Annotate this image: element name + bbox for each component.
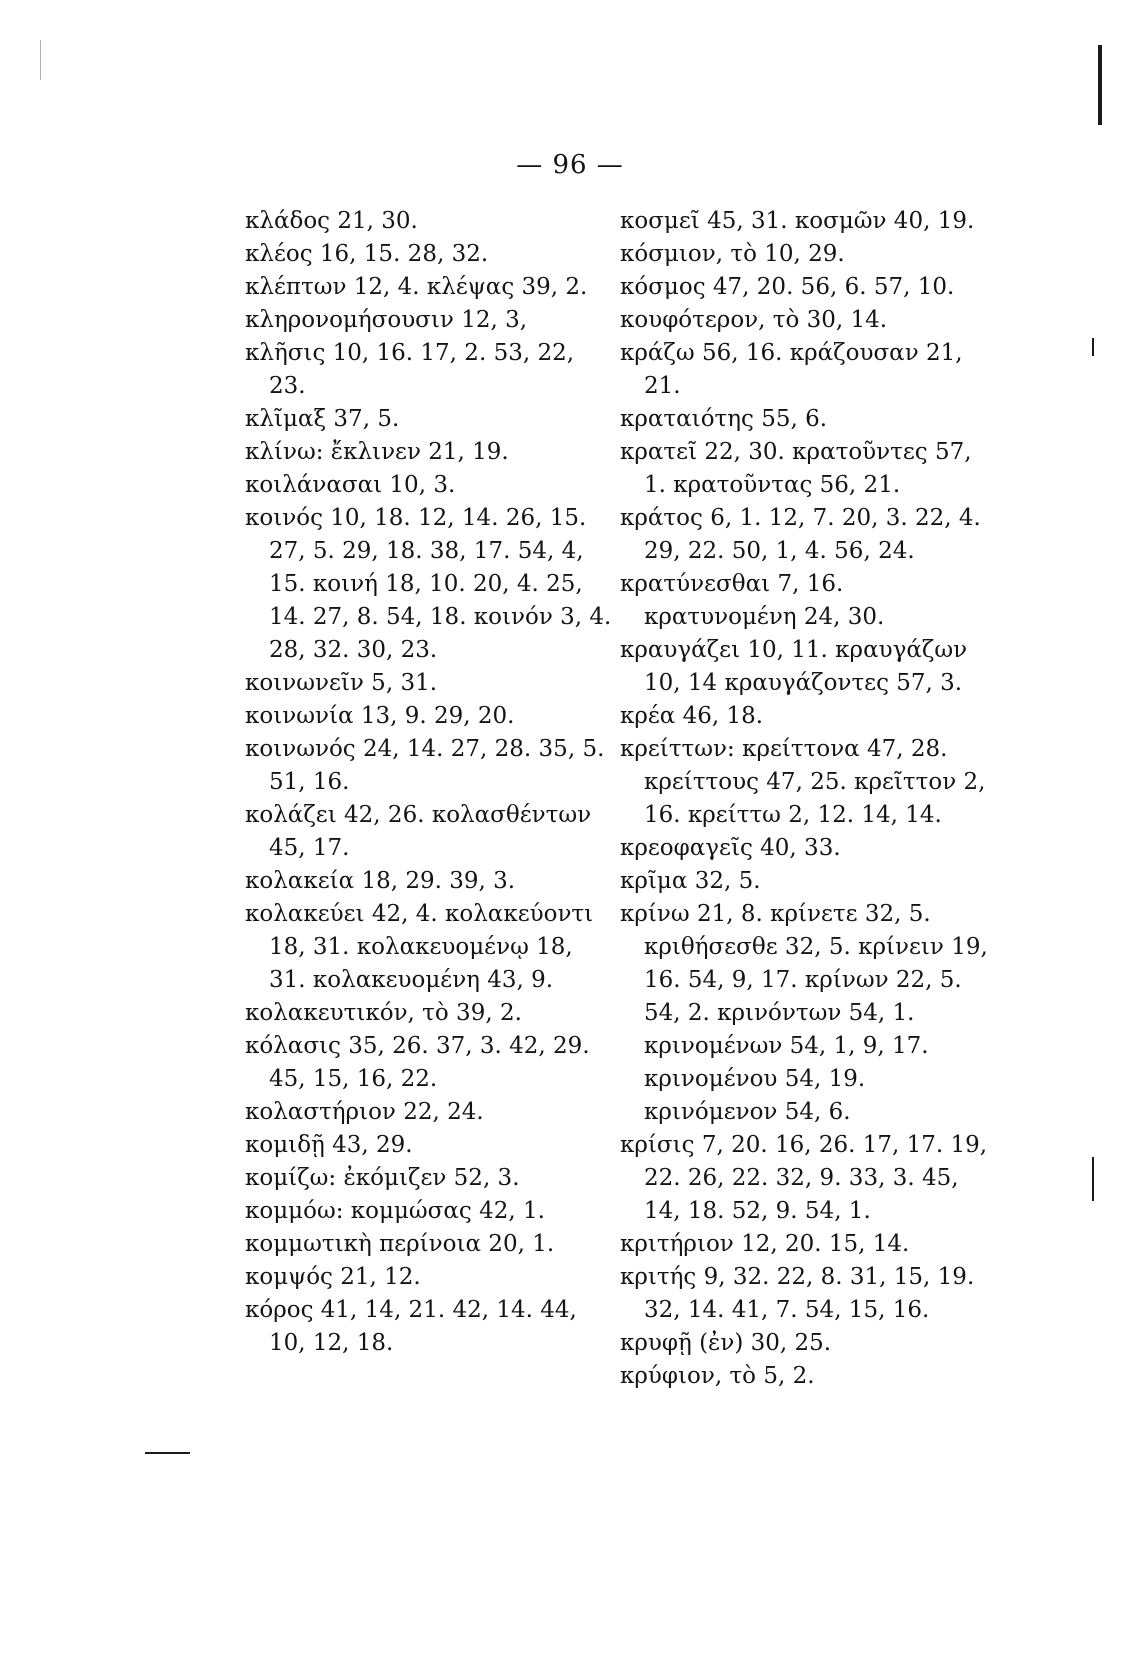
index-entry: κρύφιον, τὸ 5, 2. <box>620 1363 815 1389</box>
index-entry: κοσμεῖ 45, 31. κοσμῶν 40, 19. <box>620 208 975 234</box>
scan-mark-bottom-left <box>145 1452 190 1454</box>
index-entry: κρατεῖ 22, 30. κρατοῦντες 57, 1. κρατοῦντας 56, 21. <box>620 439 972 498</box>
index-entry: κοινός 10, 18. 12, 14. 26, 15. 27, 5. 29, 18. 38, 17. 54, 4, 15. κοινή 18, 10. 20, 4. 25, 14. 27, 8. 54, 18. κοινόν 3, 4. 28, 32. 30, 23. <box>245 505 612 663</box>
index-entry: κρίσις 7, 20. 16, 26. 17, 17. 19, 22. 26, 22. 32, 9. 33, 3. 45, 14, 18. 52, 9. 54, 1. <box>620 1132 988 1224</box>
scan-mark-top-left <box>40 40 41 80</box>
index-entry: κρατύνεσθαι 7, 16. κρατυνομένη 24, 30. <box>620 571 885 630</box>
index-entry: κρίνω 21, 8. κρίνετε 32, 5. κριθήσεσθε 32, 5. κρίνειν 19, 16. 54, 9, 17. κρίνων 22, 5. 54, 2. κρινόντων 54, 1. κρινομένων 54, 1, 9, 17. κρινομένου 54, 19. κρινόμενον 54, 6. <box>620 901 988 1125</box>
index-entry: κρέα 46, 18. <box>620 703 764 729</box>
index-entry: κομψός 21, 12. <box>245 1264 421 1290</box>
index-entry: κομμωτικὴ περίνοια 20, 1. <box>245 1231 555 1257</box>
index-entry: κομιδῇ 43, 29. <box>245 1132 413 1158</box>
index-entry: κρεοφαγεῖς 40, 33. <box>620 835 841 861</box>
index-entry: κραταιότης 55, 6. <box>620 406 828 432</box>
index-entry: κράτος 6, 1. 12, 7. 20, 3. 22, 4. 29, 22. 50, 1, 4. 56, 24. <box>620 505 981 564</box>
index-entry: κόσμιον, τὸ 10, 29. <box>620 241 845 267</box>
index-entry: κομμόω: κομμώσας 42, 1. <box>245 1198 545 1224</box>
index-entry: κοινωνεῖν 5, 31. <box>245 670 438 696</box>
scan-mark-right-upper <box>1092 338 1094 356</box>
page-number: — 96 — <box>516 150 624 180</box>
index-entry: κομίζω: ἐκόμιζεν 52, 3. <box>245 1165 520 1191</box>
index-entry: κολακεύει 42, 4. κολακεύοντι 18, 31. κολακευομένῳ 18, 31. κολακευομένη 43, 9. <box>245 901 594 993</box>
index-column-left <box>245 205 615 1360</box>
index-entry: κληρονομήσουσιν 12, 3, <box>245 307 528 333</box>
scan-mark-right-lower <box>1092 1157 1094 1201</box>
index-entry: κολαστήριον 22, 24. <box>245 1099 484 1125</box>
index-entry: κόρος 41, 14, 21. 42, 14. 44, 10, 12, 18. <box>245 1297 577 1356</box>
index-entry: κλίνω: ἔκλινεν 21, 19. <box>245 439 509 465</box>
index-entry: κριτήριον 12, 20. 15, 14. <box>620 1231 910 1257</box>
index-entry: κολακεία 18, 29. 39, 3. <box>245 868 516 894</box>
index-entry: κοινωνία 13, 9. 29, 20. <box>245 703 515 729</box>
index-entry: κρείττων: κρείττονα 47, 28. κρείττους 47, 25. κρεῖττον 2, 16. κρείττω 2, 12. 14, 14. <box>620 736 986 828</box>
index-entry: κλῆσις 10, 16. 17, 2. 53, 22, 23. <box>245 340 575 399</box>
index-entry: κλάδος 21, 30. <box>245 208 418 234</box>
index-entry: κόλασις 35, 26. 37, 3. 42, 29. 45, 15, 16, 22. <box>245 1033 590 1092</box>
index-entry: κλέος 16, 15. 28, 32. <box>245 241 489 267</box>
index-entry: κράζω 56, 16. κράζουσαν 21, 21. <box>620 340 963 399</box>
index-entry: κολάζει 42, 26. κολασθέντων 45, 17. <box>245 802 592 861</box>
index-entry: κοιλάνασαι 10, 3. <box>245 472 456 498</box>
index-entry: κλέπτων 12, 4. κλέψας 39, 2. <box>245 274 588 300</box>
scan-mark-top-right <box>1098 45 1102 125</box>
index-entry: κραυγάζει 10, 11. κραυγάζων 10, 14 κραυγάζοντες 57, 3. <box>620 637 968 696</box>
index-entry: κουφότερον, τὸ 30, 14. <box>620 307 888 333</box>
index-entry: κρῖμα 32, 5. <box>620 868 761 894</box>
index-entry: κόσμος 47, 20. 56, 6. 57, 10. <box>620 274 955 300</box>
index-entry: κρυφῇ (ἐν) 30, 25. <box>620 1330 832 1356</box>
index-entry: κριτής 9, 32. 22, 8. 31, 15, 19. 32, 14. 41, 7. 54, 15, 16. <box>620 1264 975 1323</box>
index-entry: κλῖμαξ 37, 5. <box>245 406 400 432</box>
index-entry: κοινωνός 24, 14. 27, 28. 35, 5. 51, 16. <box>245 736 605 795</box>
index-column-right <box>620 205 990 1393</box>
index-entry: κολακευτικόν, τὸ 39, 2. <box>245 1000 522 1026</box>
